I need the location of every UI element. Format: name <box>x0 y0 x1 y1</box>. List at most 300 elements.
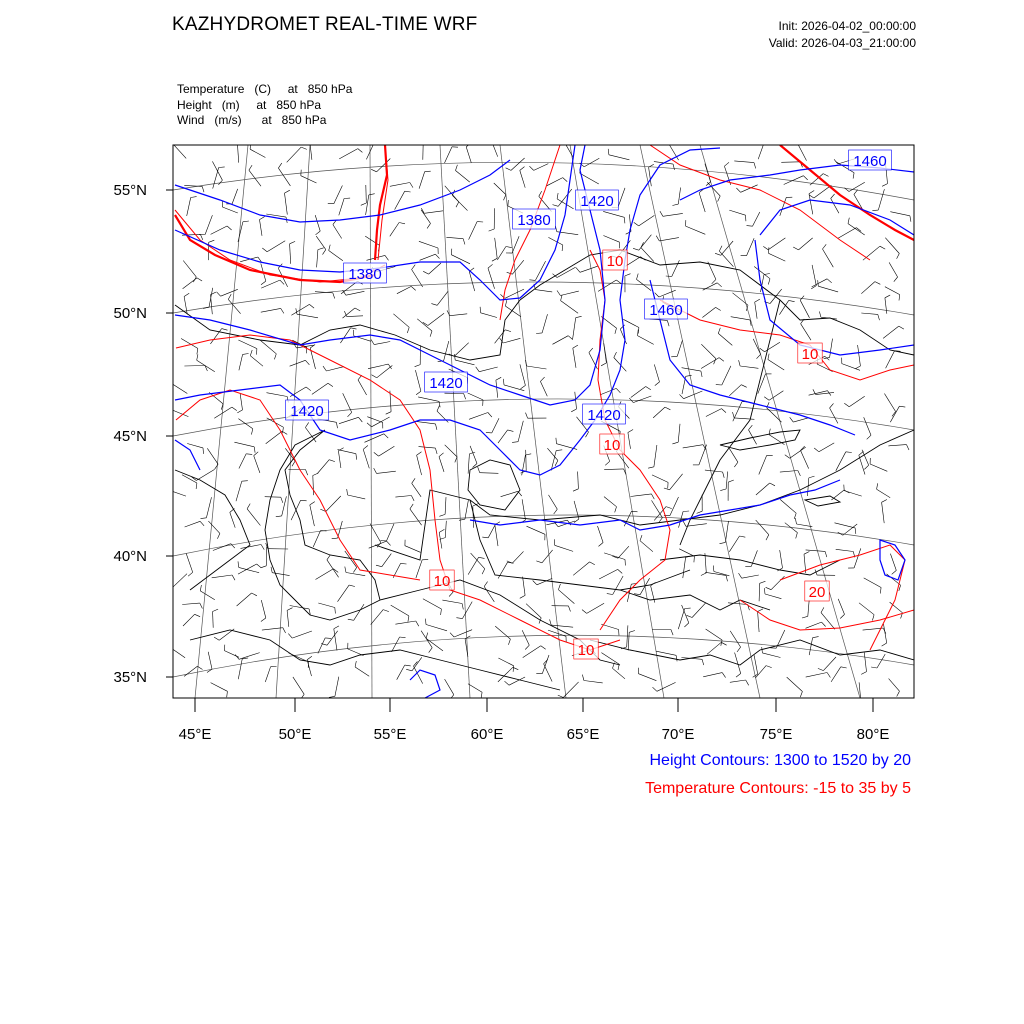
wind-barb-feather <box>557 193 558 199</box>
wind-barb-feather <box>628 430 633 433</box>
wind-barb-feather <box>814 448 819 452</box>
wind-barb <box>808 478 809 496</box>
wind-barb <box>769 253 786 261</box>
wind-barb-feather <box>188 572 193 576</box>
wind-barb <box>278 168 290 186</box>
wind-barb <box>859 682 861 704</box>
wind-barb-feather <box>200 603 203 608</box>
wind-barb-feather <box>464 394 466 400</box>
wind-barb <box>609 155 630 160</box>
wind-barb-feather <box>450 633 454 637</box>
wind-barb <box>659 238 679 241</box>
wind-barb <box>600 388 616 395</box>
field-wind: Wind (m/s) at 850 hPa <box>177 113 327 127</box>
wind-barb <box>555 545 573 551</box>
wind-barb-feather <box>503 379 504 385</box>
wind-barb <box>812 265 816 286</box>
wind-barb-feather <box>412 265 416 270</box>
temp-contour <box>780 545 905 650</box>
wind-barb <box>801 450 809 468</box>
wind-barb-feather <box>376 565 382 567</box>
wind-barb-feather <box>830 403 834 408</box>
wind-barb <box>334 186 343 204</box>
wind-barb-feather <box>823 244 827 249</box>
wind-barb <box>522 455 526 475</box>
wind-barb-feather <box>728 480 734 482</box>
wind-barb-feather <box>687 615 693 617</box>
wind-barb <box>503 338 520 343</box>
wind-barb-feather <box>568 606 570 612</box>
field-temperature: Temperature (C) at 850 hPa <box>177 82 353 96</box>
wind-barb <box>808 600 809 617</box>
wind-barb-feather <box>243 221 249 222</box>
init-time: Init: 2026-04-02_00:00:00 <box>778 19 916 33</box>
wind-barb <box>663 213 683 216</box>
wind-barb-feather <box>437 406 439 412</box>
wind-barb-feather <box>878 314 880 320</box>
wind-barb-feather <box>242 481 248 482</box>
wind-barb-feather <box>615 507 617 513</box>
wind-barb <box>498 430 508 443</box>
wind-barb-feather <box>872 615 874 621</box>
wind-barb-feather <box>363 446 368 450</box>
wind-barb <box>238 340 257 349</box>
wind-barb <box>678 609 684 630</box>
borders <box>175 250 914 690</box>
wind-barb <box>812 279 827 287</box>
wind-barb-feather <box>697 511 703 513</box>
wind-barb-feather <box>481 692 482 698</box>
lat-label: 40°N <box>113 548 147 565</box>
wind-barb-feather <box>369 194 375 195</box>
wind-barb <box>445 147 453 163</box>
wind-barb <box>702 307 715 317</box>
lon-axis <box>179 726 890 743</box>
wind-barb-feather <box>525 645 529 649</box>
wind-barb <box>390 183 410 187</box>
wind-barb <box>171 574 187 589</box>
wind-barb-feather <box>200 234 202 240</box>
wind-barb <box>670 497 679 516</box>
wind-barb-feather <box>243 354 249 355</box>
wind-barb-feather <box>882 184 887 187</box>
wind-barb <box>641 248 654 262</box>
wind-barb <box>377 471 396 473</box>
wind-barb-feather <box>907 445 910 450</box>
wind-barb-feather <box>590 562 595 565</box>
wind-barb-feather <box>359 417 363 422</box>
wind-barb-feather <box>764 588 765 594</box>
wind-barb <box>261 308 281 312</box>
wind-barb <box>765 342 780 352</box>
wind-barb-feather <box>573 345 578 348</box>
wind-barb <box>701 358 719 369</box>
wind-barb-feather <box>463 239 465 245</box>
wind-barb <box>338 521 343 538</box>
wind-barb-feather <box>798 471 801 476</box>
wind-barb-feather <box>411 286 416 290</box>
wind-barb <box>504 385 524 391</box>
wind-barb-feather <box>684 623 688 627</box>
wind-barb-feather <box>615 328 617 334</box>
wind-barb-feather <box>672 204 678 205</box>
wind-barb-feather <box>282 431 287 434</box>
wind-barb-feather <box>309 304 314 308</box>
wind-barb <box>445 497 446 514</box>
wind-barb <box>534 164 549 171</box>
wind-barb <box>316 236 326 250</box>
wind-barb <box>442 600 462 603</box>
wind-barb <box>618 546 629 558</box>
height-contour-label: 1460 <box>649 302 683 319</box>
wind-barb <box>659 290 676 297</box>
wind-barb <box>421 210 430 224</box>
wind-barb-feather <box>374 468 377 473</box>
wind-barb <box>468 684 482 692</box>
wind-barb-feather <box>872 210 878 211</box>
wind-barb <box>185 521 201 527</box>
wind-barb <box>512 551 523 563</box>
wind-barb-feather <box>747 226 753 227</box>
wind-barb <box>183 261 196 277</box>
wind-barb-feather <box>217 533 220 538</box>
wind-barb <box>640 541 653 552</box>
wind-barb <box>726 472 728 490</box>
wind-barb <box>768 238 785 250</box>
lon-label: 60°E <box>470 726 504 743</box>
wind-barb-feather <box>238 561 239 567</box>
wind-barb <box>470 446 477 464</box>
wind-barb-feather <box>665 407 670 410</box>
wind-barb <box>598 526 604 543</box>
wind-barb-feather <box>885 295 890 298</box>
wind-barb-feather <box>683 511 689 512</box>
wind-barb <box>678 188 680 205</box>
wind-barb-feather <box>417 452 422 455</box>
wind-barb-feather <box>664 488 670 490</box>
wind-barb <box>439 457 444 472</box>
wind-barb <box>599 569 618 579</box>
wind-barb <box>415 370 421 391</box>
wind-barb-feather <box>680 394 684 398</box>
wind-barb-feather <box>249 165 252 170</box>
wind-barb <box>238 419 252 429</box>
wind-barb <box>580 266 598 272</box>
wind-barb-feather <box>213 609 219 611</box>
wind-barb <box>633 396 651 403</box>
wind-barb <box>387 524 395 541</box>
wind-barb-feather <box>227 691 228 697</box>
wind-barb-feather <box>520 167 525 171</box>
wind-barb-feather <box>251 429 252 435</box>
wind-barb-feather <box>555 461 558 466</box>
wind-barb-feather <box>353 567 356 572</box>
wind-barb <box>326 367 344 371</box>
wind-barb <box>718 333 732 345</box>
wind-barb <box>473 506 474 528</box>
wind-barb <box>444 341 449 361</box>
wind-barb <box>706 629 723 640</box>
wind-barb-feather <box>864 465 868 469</box>
wind-barb-feather <box>607 594 613 595</box>
lon-label: 65°E <box>566 726 600 743</box>
wind-barb <box>310 142 312 160</box>
wind-barb-feather <box>435 448 437 454</box>
wind-barb <box>603 236 619 243</box>
wind-barb-feather <box>797 137 801 142</box>
wind-barb-feather <box>712 279 716 283</box>
wind-barb <box>613 668 626 679</box>
wind-barb-feather <box>469 452 475 454</box>
wind-barb <box>522 499 525 520</box>
wind-barb <box>456 171 470 183</box>
wind-barb-feather <box>899 406 905 407</box>
wind-barb <box>339 149 358 159</box>
wind-barb-feather <box>217 292 221 296</box>
wind-barb <box>657 682 676 691</box>
wind-barb-feather <box>355 661 356 667</box>
wind-barb-feather <box>726 575 727 581</box>
wind-barb <box>238 145 239 163</box>
wind-barb-feather <box>720 489 726 491</box>
wind-barb-feather <box>488 413 492 418</box>
wind-barb <box>806 550 826 552</box>
wind-barb <box>542 550 553 563</box>
valid-time: Valid: 2026-04-03_21:00:00 <box>768 36 916 50</box>
iran-border <box>190 630 560 690</box>
wind-barb-feather <box>576 316 582 317</box>
wind-barb-feather <box>899 585 901 591</box>
height-contour-label: 1420 <box>587 407 621 424</box>
wind-barb <box>842 364 860 371</box>
wind-barb <box>338 585 350 602</box>
wind-barb-feather <box>410 183 413 188</box>
wind-barb <box>260 220 263 236</box>
wind-barb <box>703 673 722 677</box>
wind-barb-feather <box>563 178 568 182</box>
wind-barb <box>205 215 212 234</box>
wind-barb <box>208 521 220 533</box>
wind-barb-feather <box>582 675 584 681</box>
wind-barb-feather <box>633 248 639 250</box>
wind-barb <box>412 270 423 288</box>
parallel-45n <box>173 399 914 436</box>
wind-barb <box>265 497 281 498</box>
wind-barb-feather <box>669 140 673 145</box>
wind-barb <box>313 531 320 547</box>
wind-barb <box>753 212 760 226</box>
wind-barb-feather <box>768 354 769 360</box>
wind-barb <box>759 583 760 601</box>
wind-barb <box>587 603 604 613</box>
wind-barb <box>317 460 329 474</box>
wind-barb-feather <box>166 586 172 589</box>
wind-barb <box>707 642 721 654</box>
lon-label: 50°E <box>278 726 312 743</box>
wind-barb <box>878 189 884 210</box>
wind-barb-feather <box>410 504 413 509</box>
wind-barb-feather <box>283 628 286 633</box>
height-contour-label: 1420 <box>429 375 463 392</box>
wind-barb <box>886 351 895 369</box>
wind-barb-feather <box>734 462 738 467</box>
wind-barb-feather <box>763 246 768 249</box>
wind-barb <box>429 263 441 274</box>
wind-barb-feather <box>484 582 487 587</box>
wind-barb-feather <box>232 575 235 580</box>
wind-barb-feather <box>882 643 887 646</box>
wind-barb-feather <box>802 616 808 618</box>
wind-barb-feather <box>827 673 830 678</box>
wind-barb <box>495 238 498 258</box>
wind-barb-feather <box>529 280 535 281</box>
wind-barb-feather <box>349 585 355 586</box>
wind-barb <box>639 215 655 226</box>
wind-barb <box>678 424 680 442</box>
wind-barb-feather <box>766 587 772 589</box>
wind-barb <box>182 603 200 604</box>
wind-barb <box>742 575 759 578</box>
wind-barb <box>207 448 218 464</box>
wind-barb-feather <box>290 241 296 243</box>
wind-barb <box>494 183 506 195</box>
wind-barb-feather <box>306 470 308 476</box>
wind-barb <box>618 188 625 208</box>
wind-barb-feather <box>332 538 338 539</box>
wind-barb <box>317 250 318 268</box>
wind-barb-feather <box>720 542 726 543</box>
wind-barb <box>540 381 547 396</box>
wind-barb <box>239 454 246 469</box>
wind-barb <box>686 524 707 527</box>
wind-barb <box>547 448 558 460</box>
wind-barb-feather <box>327 555 330 560</box>
wind-barb-feather <box>479 557 485 558</box>
wind-barb <box>214 407 232 418</box>
wind-barb <box>821 613 835 630</box>
wind-barb <box>250 356 263 367</box>
height-contour-label: 1420 <box>290 403 324 420</box>
wind-barb <box>557 199 574 209</box>
wind-barb <box>526 450 527 471</box>
height-contour <box>760 200 914 235</box>
field-height: Height (m) at 850 hPa <box>177 97 322 112</box>
wind-barb <box>589 353 598 370</box>
temperature-contour-label: 10 <box>606 253 624 270</box>
wind-barb <box>445 679 454 695</box>
wind-barb <box>479 367 498 372</box>
wind-barb <box>412 657 422 671</box>
wind-barb <box>480 473 499 474</box>
wind-barb <box>312 383 328 394</box>
wind-barb-feather <box>541 646 546 650</box>
wind-barb-feather <box>764 397 769 400</box>
wind-barb <box>213 612 214 628</box>
lon-label: 55°E <box>373 726 407 743</box>
wind-barb <box>197 360 215 372</box>
wind-barb-feather <box>676 655 677 661</box>
wind-barb-feather <box>292 461 295 466</box>
wind-barb-feather <box>345 567 346 573</box>
temperature-contour-label: 10 <box>603 437 621 454</box>
wind-barb-feather <box>416 391 421 395</box>
wind-barb <box>573 562 589 575</box>
wind-barb-feather <box>746 680 749 685</box>
wind-barb <box>391 605 409 616</box>
wind-barb <box>333 225 342 239</box>
wind-barb-feather <box>819 311 821 317</box>
wind-barb <box>426 625 447 631</box>
wind-barb-feather <box>719 246 722 251</box>
wind-barb <box>679 549 694 557</box>
wind-barb <box>623 319 639 327</box>
wind-barb-feather <box>521 385 526 389</box>
wind-barb-feather <box>456 618 462 619</box>
wind-barb-feather <box>278 163 281 168</box>
wind-barb-feather <box>261 566 267 568</box>
wind-barb-feather <box>429 648 433 653</box>
wind-barb <box>183 278 197 289</box>
temp-contour <box>176 335 620 650</box>
caucasus-borders <box>175 470 250 590</box>
wind-barb <box>395 621 415 624</box>
wind-barb <box>699 445 707 465</box>
wind-barb <box>222 207 237 213</box>
chart-title: KAZHYDROMET REAL-TIME WRF <box>172 14 478 35</box>
wind-barb <box>654 445 657 467</box>
wind-barb <box>758 612 760 633</box>
wind-barb-feather <box>785 455 790 458</box>
wind-barb <box>870 464 887 471</box>
wind-barb <box>420 254 436 260</box>
wind-barb <box>670 474 683 490</box>
wind-barb-feather <box>840 614 844 618</box>
wind-barb <box>363 449 369 468</box>
wind-barb-feather <box>667 320 669 326</box>
wind-barb-feather <box>285 190 290 193</box>
wind-barb <box>754 655 758 674</box>
wind-barb-feather <box>492 258 497 261</box>
wind-barb <box>683 445 703 448</box>
wind-barb-feather <box>513 666 514 672</box>
wind-barb <box>765 594 781 599</box>
wind-barb <box>725 521 728 543</box>
wind-barb <box>884 394 895 412</box>
wind-barb-feather <box>673 164 674 170</box>
wind-barb-feather <box>655 293 659 297</box>
wind-barb <box>573 318 576 340</box>
wind-barb <box>864 417 871 435</box>
wind-barb <box>343 393 352 412</box>
wind-barb-feather <box>507 272 513 274</box>
wind-barb-feather <box>318 248 324 250</box>
wind-barb-feather <box>861 672 866 675</box>
wind-barb-feather <box>196 483 197 489</box>
wind-barb-feather <box>480 307 481 313</box>
wind-barb <box>260 340 276 353</box>
wind-barb <box>371 610 384 625</box>
wind-barb <box>372 417 390 427</box>
wind-barb <box>793 418 809 422</box>
wind-barb-feather <box>701 573 706 576</box>
wind-barb-feather <box>405 191 411 192</box>
wind-barb <box>450 314 467 316</box>
temperature-contour-label: 10 <box>801 346 819 363</box>
wind-barb-feather <box>736 674 741 678</box>
wind-barb-feather <box>640 535 642 541</box>
wind-barb <box>677 340 682 356</box>
wind-barb-feather <box>701 371 702 377</box>
